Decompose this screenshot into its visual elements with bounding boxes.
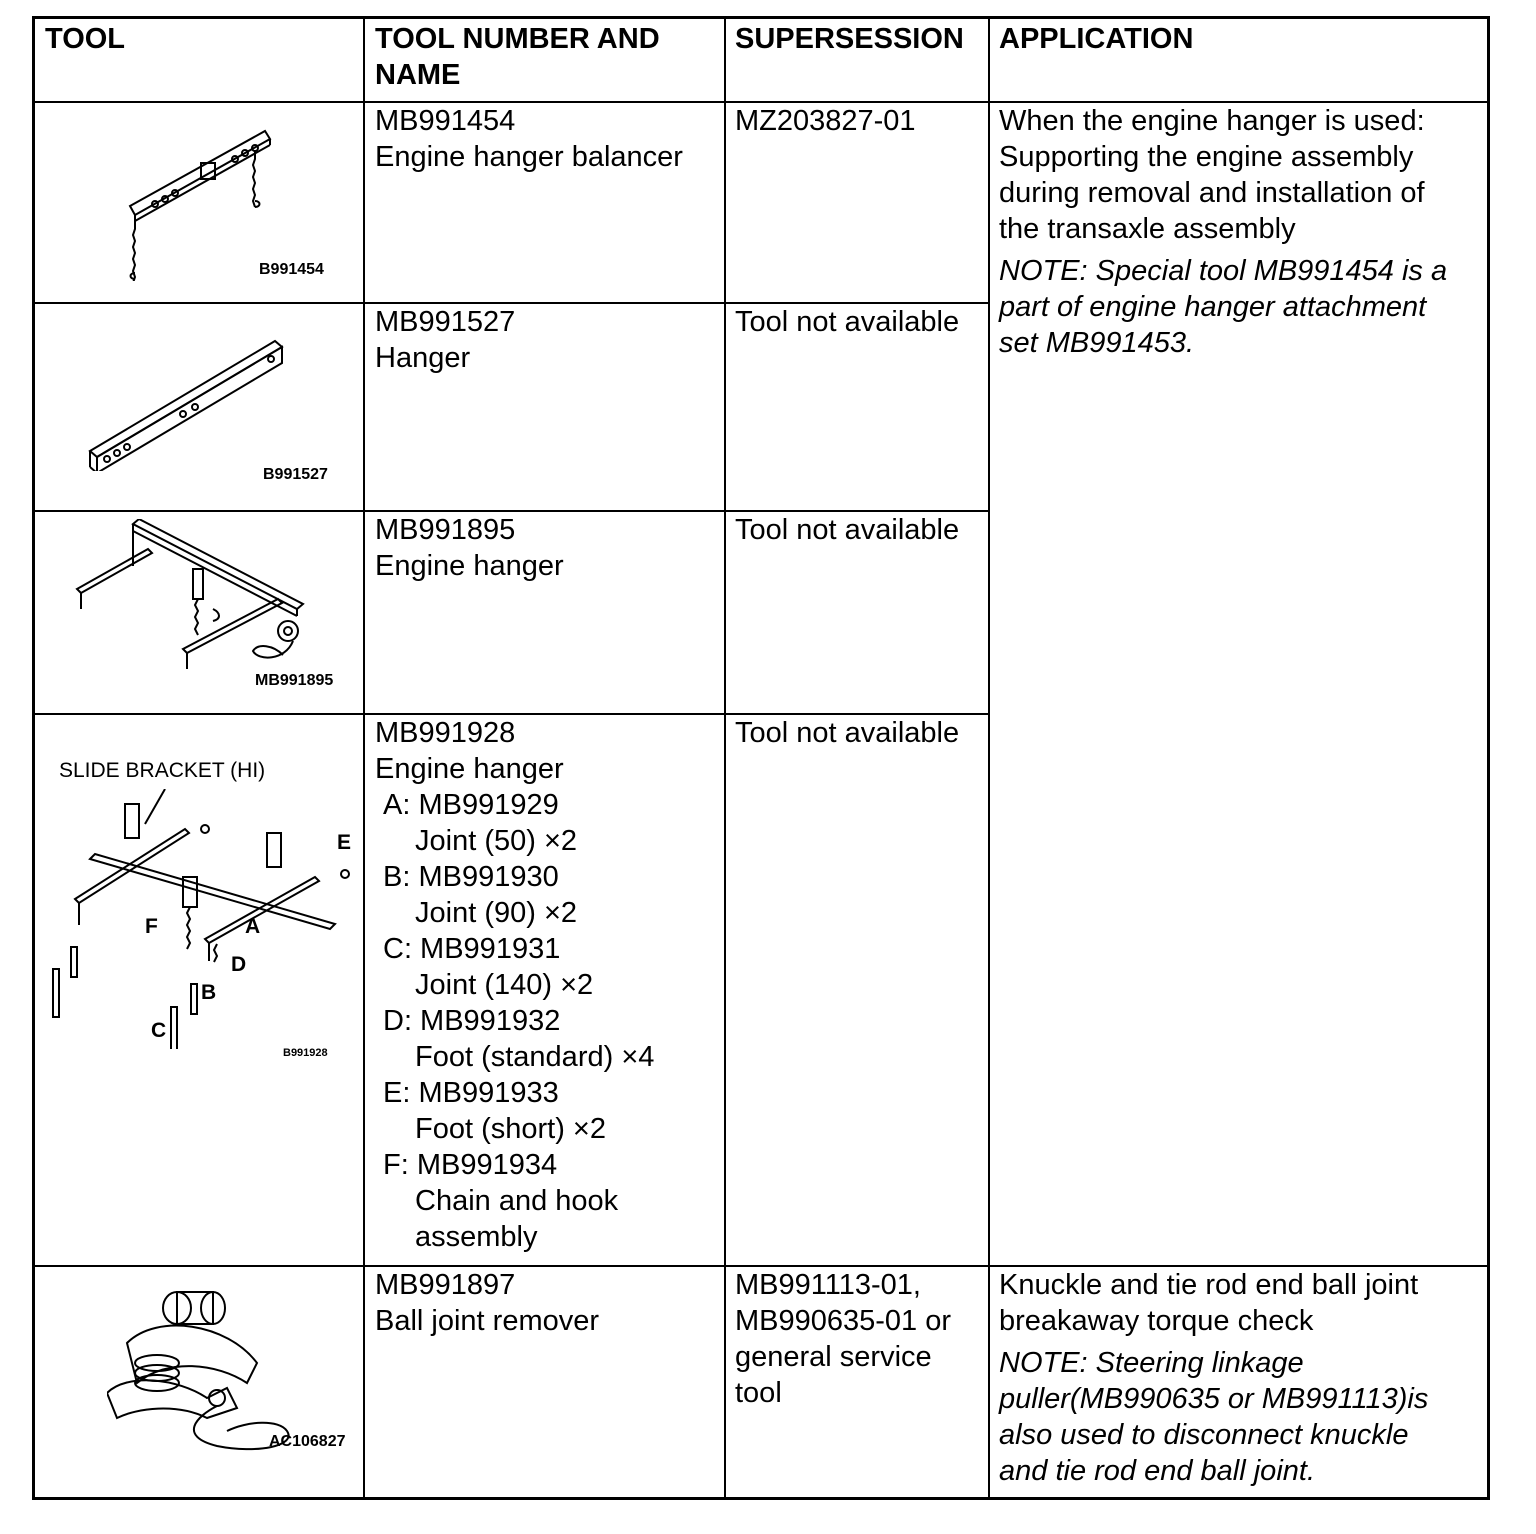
- special-tools-table: [32, 16, 1490, 1500]
- row1-supersession: MZ203827-01: [735, 105, 916, 137]
- callout-a: A: [245, 915, 261, 938]
- figure-label-ac106827: AC106827: [269, 1433, 346, 1450]
- col-divider-1: [363, 19, 365, 1497]
- row4-tool-number: MB991928 Engine hanger A: MB991929 Joint (50) ×2 B: MB991930 Joint (90) ×2 C: MB991931 Joint (140) ×2 D: MB991932 Foot (standard) ×4 E: MB991933 Foot (short) ×2 F: MB991934 Chain and hook assembly: [375, 717, 655, 1253]
- hanger-bar-illustration: [85, 331, 285, 471]
- figure-label-mb991895: MB991895: [255, 672, 334, 689]
- application-ball-joint: Knuckle and tie rod end ball joint breakaway torque check NOTE: Steering linkage puller(MB990635 or MB991113)is also used to disconnect knuckle and tie rod end ball joint.: [999, 1269, 1429, 1487]
- engine-hanger-illustration: [73, 519, 333, 679]
- callout-f: F: [145, 915, 158, 938]
- row4-supersession: Tool not available: [735, 717, 960, 749]
- figure-label-b991928: B991928: [283, 1047, 328, 1059]
- row3-tool-number: MB991895 Engine hanger: [375, 514, 564, 582]
- row2-supersession: Tool not available: [735, 306, 960, 338]
- col-divider-3: [988, 19, 990, 1497]
- row5-tool-number: MB991897 Ball joint remover: [375, 1269, 600, 1337]
- engine-hanger-balancer-illustration: [115, 111, 315, 281]
- callout-e: E: [337, 831, 352, 854]
- callout-b: B: [201, 981, 217, 1004]
- application-engine-hanger: When the engine hanger is used: Supporting the engine assembly during removal and installation of the transaxle assembly NOTE: Special tool MB991454 is a part of engine hanger attachment set MB991453.: [999, 105, 1448, 359]
- col-divider-2: [724, 19, 726, 1497]
- header-tool: TOOL: [45, 23, 126, 55]
- ball-joint-remover-illustration: [107, 1283, 317, 1453]
- slide-bracket-caption: SLIDE BRACKET (HI): [59, 759, 266, 782]
- callout-c: C: [151, 1019, 167, 1042]
- header-application: APPLICATION: [999, 23, 1194, 55]
- header-supersession: SUPERSESSION: [735, 23, 964, 55]
- row1-tool-number: MB991454 Engine hanger balancer: [375, 105, 683, 173]
- figure-label-b991454: B991454: [259, 261, 324, 278]
- row2-tool-number: MB991527 Hanger: [375, 306, 516, 374]
- figure-label-b991527: B991527: [263, 466, 328, 483]
- engine-hanger-set-illustration: [45, 789, 365, 1049]
- header-tool-number: TOOL NUMBER AND NAME: [375, 23, 660, 91]
- row5-supersession: MB991113-01, MB990635-01 or general service tool: [735, 1269, 952, 1409]
- row3-supersession: Tool not available: [735, 514, 960, 546]
- callout-d: D: [231, 953, 247, 976]
